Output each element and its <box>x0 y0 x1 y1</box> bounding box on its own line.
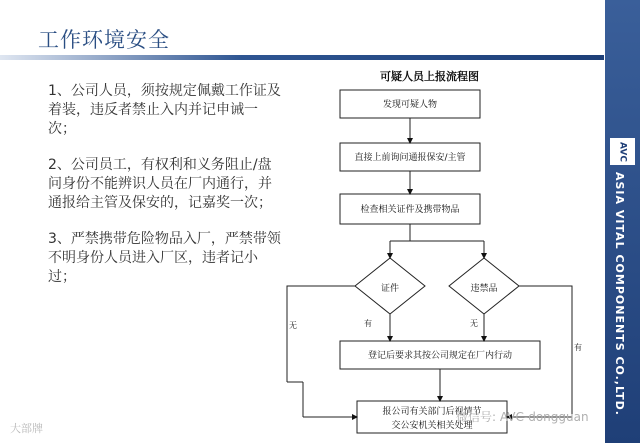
step-label-5-line-1: 报公司有关部门后视情节 <box>382 407 482 417</box>
decision-label-right: 违禁品 <box>470 284 498 294</box>
branch-label-left-outer: 无 <box>289 321 297 330</box>
company-logo: AVC <box>610 138 635 165</box>
watermark-left: 大部牌 <box>10 422 43 435</box>
step-label-3: 检查相关证件及携带物品 <box>360 205 460 215</box>
rule-item-1: 1、公司人员，须按规定佩戴工作证及着装，违反者禁止入内并记申诫一次； <box>48 83 281 137</box>
rule-item-3: 3、严禁携带危险物品入厂，严禁带领不明身份人员进入厂区，违者记小过； <box>48 231 281 285</box>
slide-title: 工作环境安全 <box>38 28 170 52</box>
branch-label-left-inner: 有 <box>364 319 372 328</box>
company-name: ASIA VITAL COMPONENTS CO.,LTD. <box>613 172 626 416</box>
step-label-5-line-2: 交公安机关相关处理 <box>391 421 473 431</box>
decision-label-left: 证件 <box>380 284 399 294</box>
step-label-4: 登记后要求其按公司规定在厂内行动 <box>367 351 512 361</box>
flowchart-title: 可疑人员上报流程图 <box>380 70 479 83</box>
step-label-1: 发现可疑人物 <box>382 100 437 110</box>
branch-label-right-outer: 有 <box>574 343 582 352</box>
step-label-2: 直接上前询问通报保安/主管 <box>354 153 466 163</box>
watermark-wechat-id: 微信号: AVC-dongguan <box>456 410 589 424</box>
branch-label-right-inner: 无 <box>470 319 478 328</box>
rule-item-2: 2、公司员工，有权利和义务阻止/盘问身份不能辨识人员在厂内通行，并通报给主管及保安的，记嘉奖一次； <box>48 157 272 211</box>
